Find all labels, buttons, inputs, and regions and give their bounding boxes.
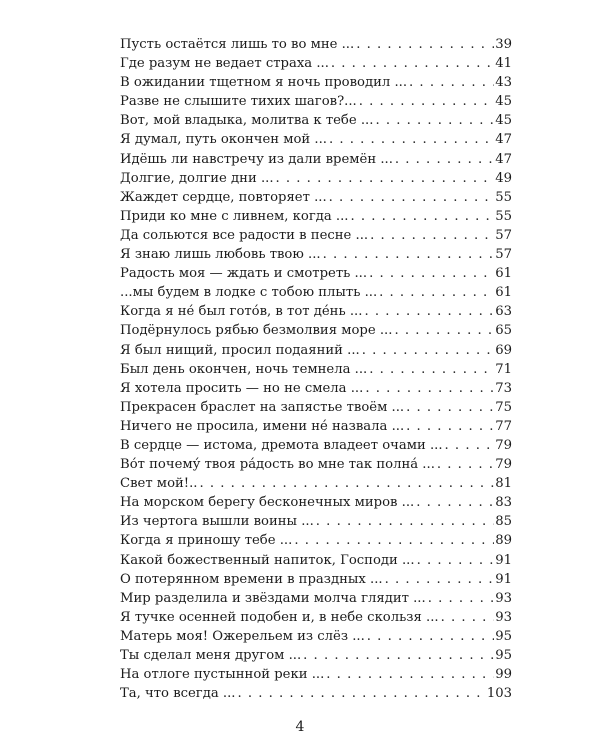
toc-entry-title: Приди ко мне с ливнем, когда ... [120, 208, 349, 224]
toc-entry[interactable] [120, 360, 512, 379]
toc-entry-title: Идёшь ли навстречу из дали времён ... [120, 151, 393, 167]
dot-leader [439, 608, 494, 627]
toc-entry-page: 43 [495, 75, 512, 91]
toc-entry[interactable] [120, 54, 512, 73]
toc-entry-title: Прекрасен браслет на запястье твоём ... [120, 399, 405, 415]
toc-entry-page: 57 [495, 227, 512, 243]
toc-entry-title: Из чертога вышли воины ... [120, 514, 314, 530]
toc-entry-title: Ничего не просила, имени не́ назвала ... [120, 418, 405, 434]
toc-entry-title: Во́т почему́ твоя ра́дость во мне так полна́ ... [120, 457, 435, 473]
toc-entry-title: Та, что всегда ... [120, 686, 236, 702]
dot-leader [327, 130, 494, 149]
toc-entry-title: Радость моя — ждать и смотреть ... [120, 266, 368, 282]
toc-entry-page: 41 [495, 56, 512, 72]
toc-entry-title: Долгие, долгие дни ... [120, 170, 274, 186]
toc-entry[interactable] [120, 398, 512, 417]
toc-entry-page: 55 [495, 189, 512, 205]
dot-leader [426, 589, 494, 608]
toc-entry[interactable] [120, 455, 512, 474]
toc-entry-page: 93 [495, 590, 512, 606]
table-of-contents [120, 35, 512, 703]
toc-entry-page: 95 [495, 628, 512, 644]
toc-entry-title: Пусть остаётся лишь то во мне ... [120, 37, 355, 52]
dot-leader [292, 531, 494, 550]
dot-leader [373, 111, 494, 130]
toc-entry-title: Я знаю лишь любовь твою ... [120, 247, 321, 263]
toc-entry-title: Матерь моя! Ожерельем из слёз ... [120, 628, 365, 644]
toc-entry-page: 69 [495, 342, 512, 358]
toc-entry[interactable] [120, 551, 512, 570]
toc-entry[interactable] [120, 570, 512, 589]
toc-entry-title: Был день окончен, ночь темнела ... [120, 361, 368, 377]
dot-leader [274, 169, 494, 188]
toc-entry-page: 77 [495, 418, 512, 434]
toc-entry[interactable] [120, 531, 512, 550]
toc-entry[interactable] [120, 92, 512, 111]
dot-leader [414, 493, 494, 512]
dot-leader [368, 226, 494, 245]
toc-entry[interactable] [120, 264, 512, 283]
toc-entry[interactable] [120, 169, 512, 188]
toc-entry-page: 47 [495, 132, 512, 148]
toc-entry[interactable] [120, 627, 512, 646]
toc-entry[interactable] [120, 188, 512, 207]
page-number: 4 [295, 719, 305, 735]
dot-leader [197, 474, 494, 493]
toc-entry-page: 61 [495, 285, 512, 301]
toc-entry-page: 47 [495, 151, 512, 167]
dot-leader [357, 92, 494, 111]
toc-entry[interactable] [120, 379, 512, 398]
toc-entry[interactable] [120, 512, 512, 531]
toc-entry[interactable] [120, 302, 512, 321]
toc-entry-page: 39 [495, 37, 512, 52]
toc-entry-title: В сердце — истома, дремота владеет очами ... [120, 437, 443, 453]
toc-entry[interactable] [120, 417, 512, 436]
toc-entry-page: 45 [495, 113, 512, 129]
dot-leader [377, 283, 494, 302]
toc-entry-title: Я был нищий, просил подаяний ... [120, 342, 360, 358]
toc-entry-title: Подёрнулось рябью безмолвия море ... [120, 323, 393, 339]
toc-entry-page: 89 [495, 533, 512, 549]
toc-entry-page: 91 [495, 552, 512, 568]
dot-leader [365, 627, 494, 646]
toc-entry-title: Да сольются все радости в песне ... [120, 227, 369, 243]
toc-entry-page: 57 [495, 247, 512, 263]
toc-entry[interactable] [120, 207, 512, 226]
toc-entry-title: Где разум не ведает страха ... [120, 56, 329, 72]
toc-entry-title: Жаждет сердце, повторяет ... [120, 189, 327, 205]
toc-entry-page: 55 [495, 208, 512, 224]
toc-entry-title: ...мы будем в лодке с тобою плыть ... [120, 285, 378, 301]
dot-leader [404, 398, 494, 417]
dot-leader [362, 302, 494, 321]
toc-entry-page: 61 [495, 266, 512, 282]
toc-entry-page: 103 [486, 686, 512, 702]
dot-leader [321, 245, 494, 264]
dot-leader [392, 321, 494, 340]
toc-entry-page: 95 [495, 648, 512, 663]
toc-entry[interactable] [120, 245, 512, 264]
dot-leader [367, 264, 494, 283]
toc-entry-page: 65 [495, 323, 512, 339]
toc-entry-page: 85 [495, 514, 512, 530]
toc-entry-title: Какой божественный напиток, Господи ... [120, 552, 415, 568]
toc-entry-page: 75 [495, 399, 512, 415]
toc-entry-page: 79 [495, 457, 512, 473]
dot-leader [367, 360, 494, 379]
toc-entry[interactable] [120, 150, 512, 169]
dot-leader [349, 207, 495, 226]
toc-entry[interactable] [120, 73, 512, 92]
dot-leader [329, 54, 494, 73]
toc-entry[interactable] [120, 321, 512, 340]
toc-entry-title: Мир разделила и звёздами молча глядит ... [120, 590, 426, 606]
toc-entry[interactable] [120, 589, 512, 608]
dot-leader [415, 551, 494, 570]
dot-leader [435, 455, 494, 474]
toc-entry[interactable] [120, 436, 512, 455]
toc-entry-title: Вот, мой владыка, молитва к тебе ... [120, 113, 374, 129]
dot-leader [393, 150, 494, 169]
dot-leader [383, 570, 494, 589]
toc-entry-title: Разве не слышите тихих шагов?... [120, 94, 357, 110]
toc-entry-title: Свет мой!.. [120, 476, 198, 492]
toc-entry[interactable] [120, 130, 512, 149]
dot-leader [301, 646, 494, 665]
toc-entry-page: 99 [495, 667, 512, 683]
toc-entry[interactable] [120, 341, 512, 360]
toc-entry-page: 91 [495, 571, 512, 587]
toc-entry-title: Я думал, путь окончен мой ... [120, 132, 327, 148]
toc-entry-title: Я тучке осенней подобен и, в небе скользя ... [120, 609, 439, 625]
toc-entry-page: 83 [495, 495, 512, 511]
toc-entry-page: 79 [495, 437, 512, 453]
toc-entry[interactable] [120, 684, 512, 703]
toc-entry-page: 63 [495, 304, 512, 320]
toc-entry-title: Ты сделал меня другом ... [120, 648, 302, 663]
toc-entry[interactable] [120, 111, 512, 130]
toc-entry-page: 73 [495, 380, 512, 396]
dot-leader [360, 341, 494, 360]
toc-entry-title: В ожидании тщетном я ночь проводил ... [120, 75, 408, 91]
toc-entry-page: 45 [495, 94, 512, 110]
dot-leader [314, 512, 494, 531]
toc-entry[interactable] [120, 283, 512, 302]
toc-entry-page: 49 [495, 170, 512, 186]
dot-leader [327, 188, 494, 207]
toc-entry-title: Когда я приношу тебе ... [120, 533, 293, 549]
toc-entry[interactable] [120, 474, 512, 493]
toc-entry[interactable] [120, 608, 512, 627]
dot-leader [404, 417, 494, 436]
dot-leader [235, 684, 486, 703]
toc-entry-title: Когда я не́ был гото́в, в тот де́нь ... [120, 304, 363, 320]
dot-leader [443, 436, 494, 455]
dot-leader [407, 73, 494, 92]
toc-entry-title: На морском берегу бесконечных миров ... [120, 495, 415, 511]
toc-entry[interactable] [120, 493, 512, 512]
toc-entry-title: Я хотела просить — но не смела ... [120, 380, 364, 396]
toc-entry-page: 71 [495, 361, 512, 377]
toc-entry-page: 81 [495, 476, 512, 492]
dot-leader [324, 665, 494, 684]
toc-entry-page: 93 [495, 609, 512, 625]
toc-entry[interactable] [120, 226, 512, 245]
dot-leader [363, 379, 494, 398]
toc-entry-title: О потерянном времени в праздных ... [120, 571, 383, 587]
toc-entry-title: На отлоге пустынной реки ... [120, 667, 325, 683]
dot-leader [354, 35, 494, 54]
toc-entry[interactable] [120, 35, 512, 54]
toc-entry[interactable] [120, 665, 512, 684]
toc-entry[interactable] [120, 646, 512, 665]
